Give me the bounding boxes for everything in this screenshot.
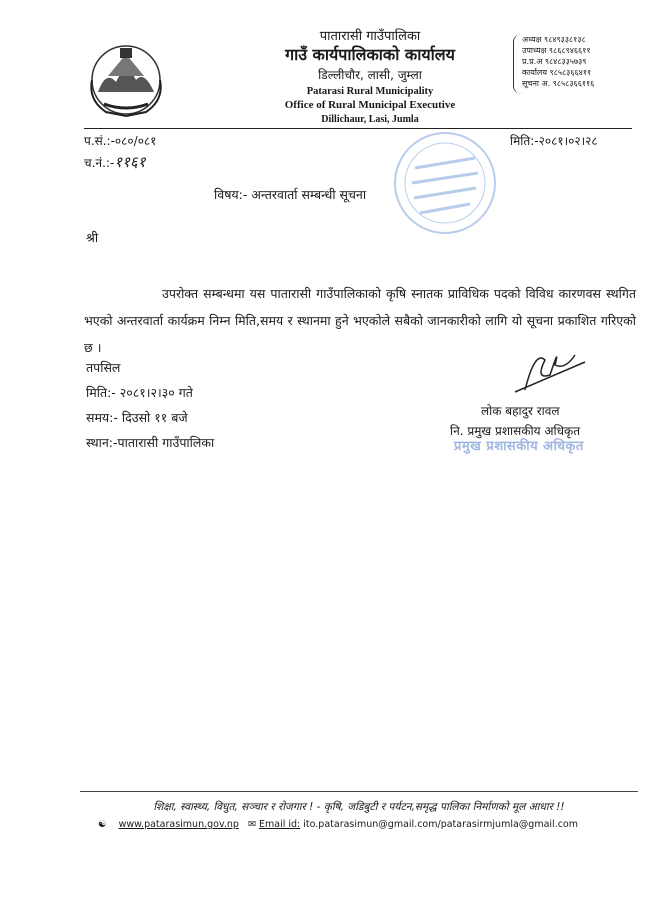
footer-slogan: शिक्षा, स्वास्थ्य, विधुत, सञ्चार र रोजगार ! - कृषि, जडिबुटी र पर्यटन,समृद्ध पालिका निर्माणको मूल आधार !! (153, 801, 565, 813)
signatory-title: नि. प्रमुख प्रशासकीय अधिकृत (450, 424, 581, 438)
address-en: Dillichaur, Lasi, Jumla (321, 114, 419, 125)
municipality-name-en: Patarasi Rural Municipality (306, 86, 434, 97)
letter-date: मिति:-२०८१।०२।२८ (510, 134, 598, 148)
notice-paragraph: उपरोक्त सम्बन्धमा यस पातारासी गाउँपालिकाको कृषि स्नातक प्राविधिक पदको विविध कारणवस स्थगित भएको अन्तरवार्ता कार्यक्रम निम्न मिति,समय र स्थानमा हुने भएकोले सबैको जानकारीको लागि यो सूचना प्रकाशित गरिएको छ । (84, 286, 636, 355)
chalani-number (84, 152, 146, 172)
contact-line: कार्यालय ९८५८३६६४११ (522, 68, 592, 77)
chalani-handwritten: ११६१ (114, 153, 146, 171)
signature-icon (505, 340, 595, 398)
email-label: Email id: (258, 819, 301, 830)
office-name-en: Office of Rural Municipal Executive (284, 99, 456, 111)
subject-line: विषय:- अन्तरवार्ता सम्बन्धी सूचना (214, 187, 367, 202)
patra-sankhya: प.सं.:-०८०/०८१ (84, 134, 157, 148)
details-heading: तपसिल (86, 360, 121, 375)
globe-icon: ☯ (98, 819, 107, 830)
contact-line: उपाध्यक्ष ९८६८९४६६११ (522, 46, 591, 55)
header-divider (84, 128, 632, 129)
contact-line: अध्यक्ष ९८४९३३८१३८ (522, 35, 586, 44)
chalani-label: च.नं.:- (84, 156, 115, 170)
interview-place: स्थान:-पातारासी गाउँपालिका (86, 435, 215, 450)
addressee: श्री (86, 230, 99, 245)
office-name-np: गाउँ कार्यपालिकाको कार्यालय (285, 45, 455, 64)
office-stamp-icon (390, 128, 500, 238)
contact-line: सूचना अ. ९८५८३६६११६ (522, 79, 595, 88)
footer-links (98, 819, 578, 830)
interview-time: समय:- दिउसो ११ बजे (86, 410, 188, 425)
government-emblem-icon (86, 40, 166, 118)
municipality-name-np: पातारासी गाउँपालिका (319, 29, 421, 44)
contact-numbers (513, 34, 622, 94)
signatory-stamp: प्रमुख प्रशासकीय अधिकृत (454, 439, 584, 454)
address-np: डिल्लीचौर, लासी, जुम्ला (318, 68, 422, 82)
email-icon: ✉ (247, 819, 256, 830)
footer-divider (80, 791, 638, 792)
website-link[interactable]: www.patarasimun.gov.np (118, 819, 239, 830)
contact-line: प्र.प्र.अ ९८४८३३५७३९ (522, 57, 587, 66)
email-addresses[interactable]: ito.patarasimun@gmail.com/patarasirmjumla@gmail.com (303, 819, 578, 830)
interview-date: मिति:- २०८१।२।३० गते (86, 385, 193, 400)
signatory-name: लोक बहादुर रावल (481, 404, 560, 418)
